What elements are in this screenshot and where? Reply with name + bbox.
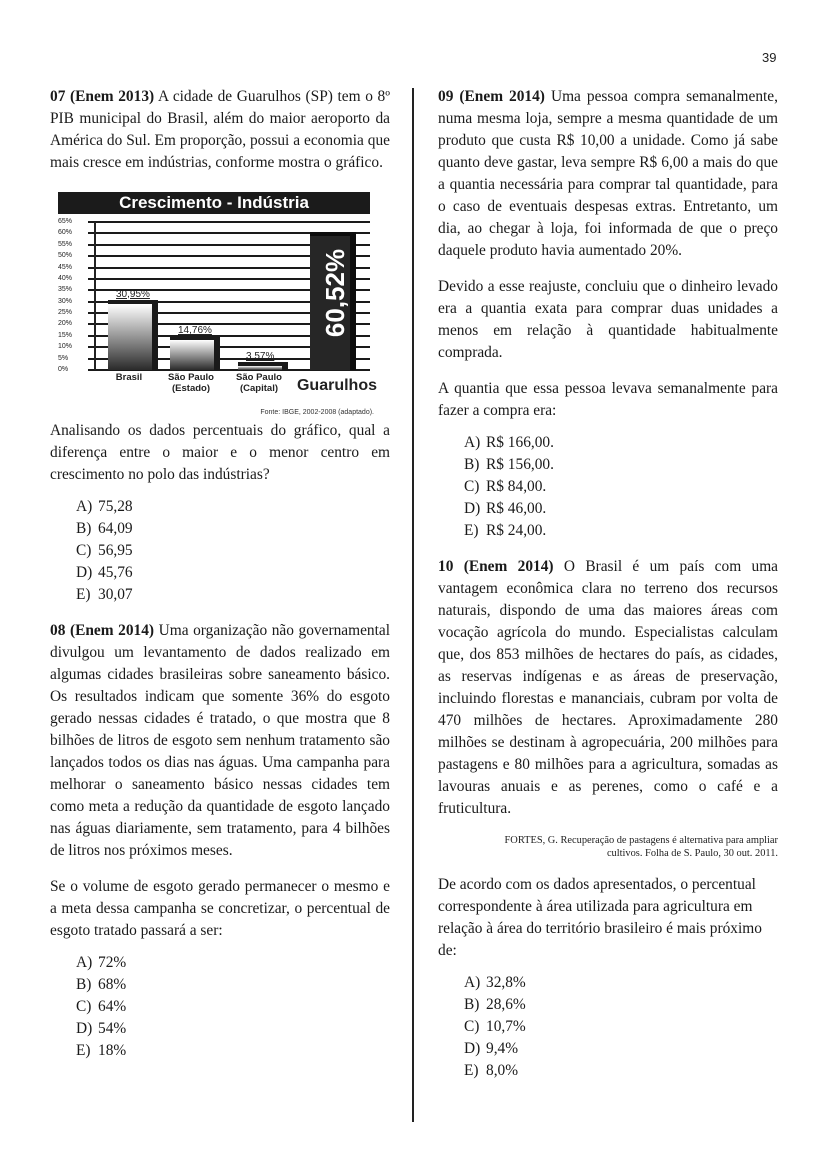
x-category-label: Guarulhos <box>296 377 377 394</box>
question-number: 07 <box>50 88 66 105</box>
y-tick-label: 45% <box>58 263 73 271</box>
y-tick-label: 65% <box>58 218 73 225</box>
bar-value-label: 14,76% <box>178 325 212 337</box>
chart-source: Fonte: IBGE, 2002-2008 (adaptado). <box>260 409 374 416</box>
y-tick-label: 25% <box>58 309 73 317</box>
option-c[interactable]: C) 56,95 <box>76 542 133 559</box>
option-b[interactable]: B) 64,09 <box>76 520 133 537</box>
y-tick-label: 15% <box>58 331 73 339</box>
option-e[interactable]: E) R$ 24,00. <box>464 522 547 539</box>
option-b[interactable]: B) 28,6% <box>464 996 526 1013</box>
y-tick-label: 50% <box>58 252 73 260</box>
option-b[interactable]: B) R$ 156,00. <box>464 456 554 473</box>
question-source: (Enem 2013) <box>70 88 155 105</box>
y-tick-label: 55% <box>58 240 73 248</box>
option-b[interactable]: B) 68% <box>76 976 127 993</box>
gridline <box>88 221 370 223</box>
question-07-stem: 07 (Enem 2013) A cidade de Guarulhos (SP) tem o 8º PIB municipal do Brasil, além do maior aeroporto da América do Sul. Em proporção, possui a economia que mais cresce em indústrias, conforme mostra o gráfico. <box>50 88 390 171</box>
y-tick-label: 20% <box>58 320 73 328</box>
option-e[interactable]: E) 30,07 <box>76 586 133 603</box>
bar-value-label: 30,95% <box>116 288 150 300</box>
y-tick-label: 60% <box>58 229 73 237</box>
question-number: 09 <box>438 88 454 105</box>
option-d[interactable]: D) 54% <box>76 1020 127 1037</box>
y-tick-label: 0% <box>58 366 69 373</box>
option-c[interactable]: C) 64% <box>76 998 127 1015</box>
option-e[interactable]: E) 18% <box>76 1042 127 1059</box>
x-category-label: São Paulo (Estado) <box>168 372 214 394</box>
question-source: (Enem 2014) <box>463 558 554 575</box>
question-07 <box>50 86 390 606</box>
option-d[interactable]: D) R$ 46,00. <box>464 500 547 517</box>
y-tick-label: 5% <box>58 354 69 362</box>
chart-bar <box>108 300 158 370</box>
bar-value-label: 60,52% <box>320 249 350 338</box>
chart-plot-area <box>58 218 370 373</box>
option-a[interactable]: A) 75,28 <box>76 498 133 515</box>
y-tick-label: 30% <box>58 297 73 305</box>
question-09-prompt: A quantia que essa pessoa levava semanalmente para fazer a compra era: <box>438 380 778 419</box>
answer-options <box>438 432 778 542</box>
answer-options <box>50 952 390 1062</box>
bar-chart <box>58 192 378 416</box>
option-a[interactable]: A) 32,8% <box>464 974 526 991</box>
question-09 <box>438 86 778 542</box>
question-10 <box>438 556 778 1082</box>
question-08-prompt: Se o volume de esgoto gerado permanecer o mesmo e a meta dessa campanha se concretizar, o percentual de esgoto tratado passará a ser: <box>50 878 390 939</box>
option-e[interactable]: E) 8,0% <box>464 1062 519 1079</box>
question-number: 10 <box>438 558 454 575</box>
x-category-label: São Paulo (Capital) <box>236 372 282 394</box>
option-a[interactable]: A) 72% <box>76 954 127 971</box>
right-column <box>438 86 778 1082</box>
chart-title: Crescimento - Indústria <box>58 192 370 214</box>
question-08 <box>50 620 390 1062</box>
option-c[interactable]: C) 10,7% <box>464 1018 526 1035</box>
option-a[interactable]: A) R$ 166,00. <box>464 434 554 451</box>
y-tick-label: 40% <box>58 274 73 282</box>
option-c[interactable]: C) R$ 84,00. <box>464 478 547 495</box>
y-tick-label: 35% <box>58 286 73 294</box>
left-column <box>50 86 390 1062</box>
question-number: 08 <box>50 622 66 639</box>
x-category-label: Brasil <box>115 372 143 383</box>
answer-options <box>438 972 778 1082</box>
option-d[interactable]: D) 9,4% <box>464 1040 519 1057</box>
citation: FORTES, G. Recuperação de pastagens é alternativa para ampliar cultivos. Folha de S. Paulo, 30 out. 2011. <box>504 835 778 859</box>
question-10-stem: 10 (Enem 2014) O Brasil é um país com uma vantagem econômica clara no terreno dos recursos naturais, dispondo de uma das maiores áreas com vocação agrícola do mundo. Especialistas calculam que, dos 853 milhões de hectares do país, as cidades, as reservas indígenas e as áreas de preservação, incluindo florestas e mananciais, cubram por volta de 470 milhões de hectares. Aproximadamente 280 milhões se destinam à agropecuária, 200 milhões para pastagens e 80 milhões para a agricultura, somadas as lavouras anuais e as perenes, como o café e a fruticultura. <box>438 558 778 817</box>
answer-options <box>50 496 390 606</box>
question-09-paragraph: Devido a esse reajuste, concluiu que o dinheiro levado era a quantia exata para comprar duas unidades a menos em relação à quantidade habitualmente comprada. <box>438 278 778 361</box>
column-divider <box>412 88 414 1122</box>
y-axis <box>94 222 96 370</box>
page-number: 39 <box>762 50 777 65</box>
question-09-stem: 09 (Enem 2014) Uma pessoa compra semanalmente, numa mesma loja, sempre a mesma quantidade de um produto que custa R$ 10,00 a unidade. Como já sabe quanto deve gastar, leva sempre R$ 6,00 a mais do que a quantia necessária para comprar tal quantidade, para o caso de eventuais despesas extras. Entretanto, um dia, ao chegar à loja, foi informada de que o preço daquele produto havia aumentado 20%. <box>438 88 778 259</box>
question-08-stem: 08 (Enem 2014) Uma organização não governamental divulgou um levantamento de dados realizado em algumas cidades brasileiras sobre saneamento básico. Os resultados indicam que somente 36% do esgoto gerado nessas cidades é tratado, o que mostra que 8 bilhões de litros de esgoto sem nenhum tratamento são lançados todos os dias nas águas. Uma campanha para melhorar o saneamento básico nessas cidades tem como meta a redução da quantidade de esgoto lançado nas águas diariamente, sem tratamento, para 4 bilhões de litros nos próximos meses. <box>50 622 390 859</box>
y-tick-label: 10% <box>58 343 73 351</box>
question-source: (Enem 2014) <box>459 88 545 105</box>
question-07-prompt: Analisando os dados percentuais do gráfico, qual a diferença entre o maior e o menor centro em crescimento no polo das indústrias? <box>50 422 390 483</box>
bar-value-label: 3,57% <box>246 350 275 362</box>
question-source: (Enem 2014) <box>69 622 155 639</box>
question-10-prompt: De acordo com os dados apresentados, o percentual correspondente à área utilizada para agricultura em relação à área do território brasileiro é mais próximo de: <box>438 876 762 959</box>
option-d[interactable]: D) 45,76 <box>76 564 133 581</box>
